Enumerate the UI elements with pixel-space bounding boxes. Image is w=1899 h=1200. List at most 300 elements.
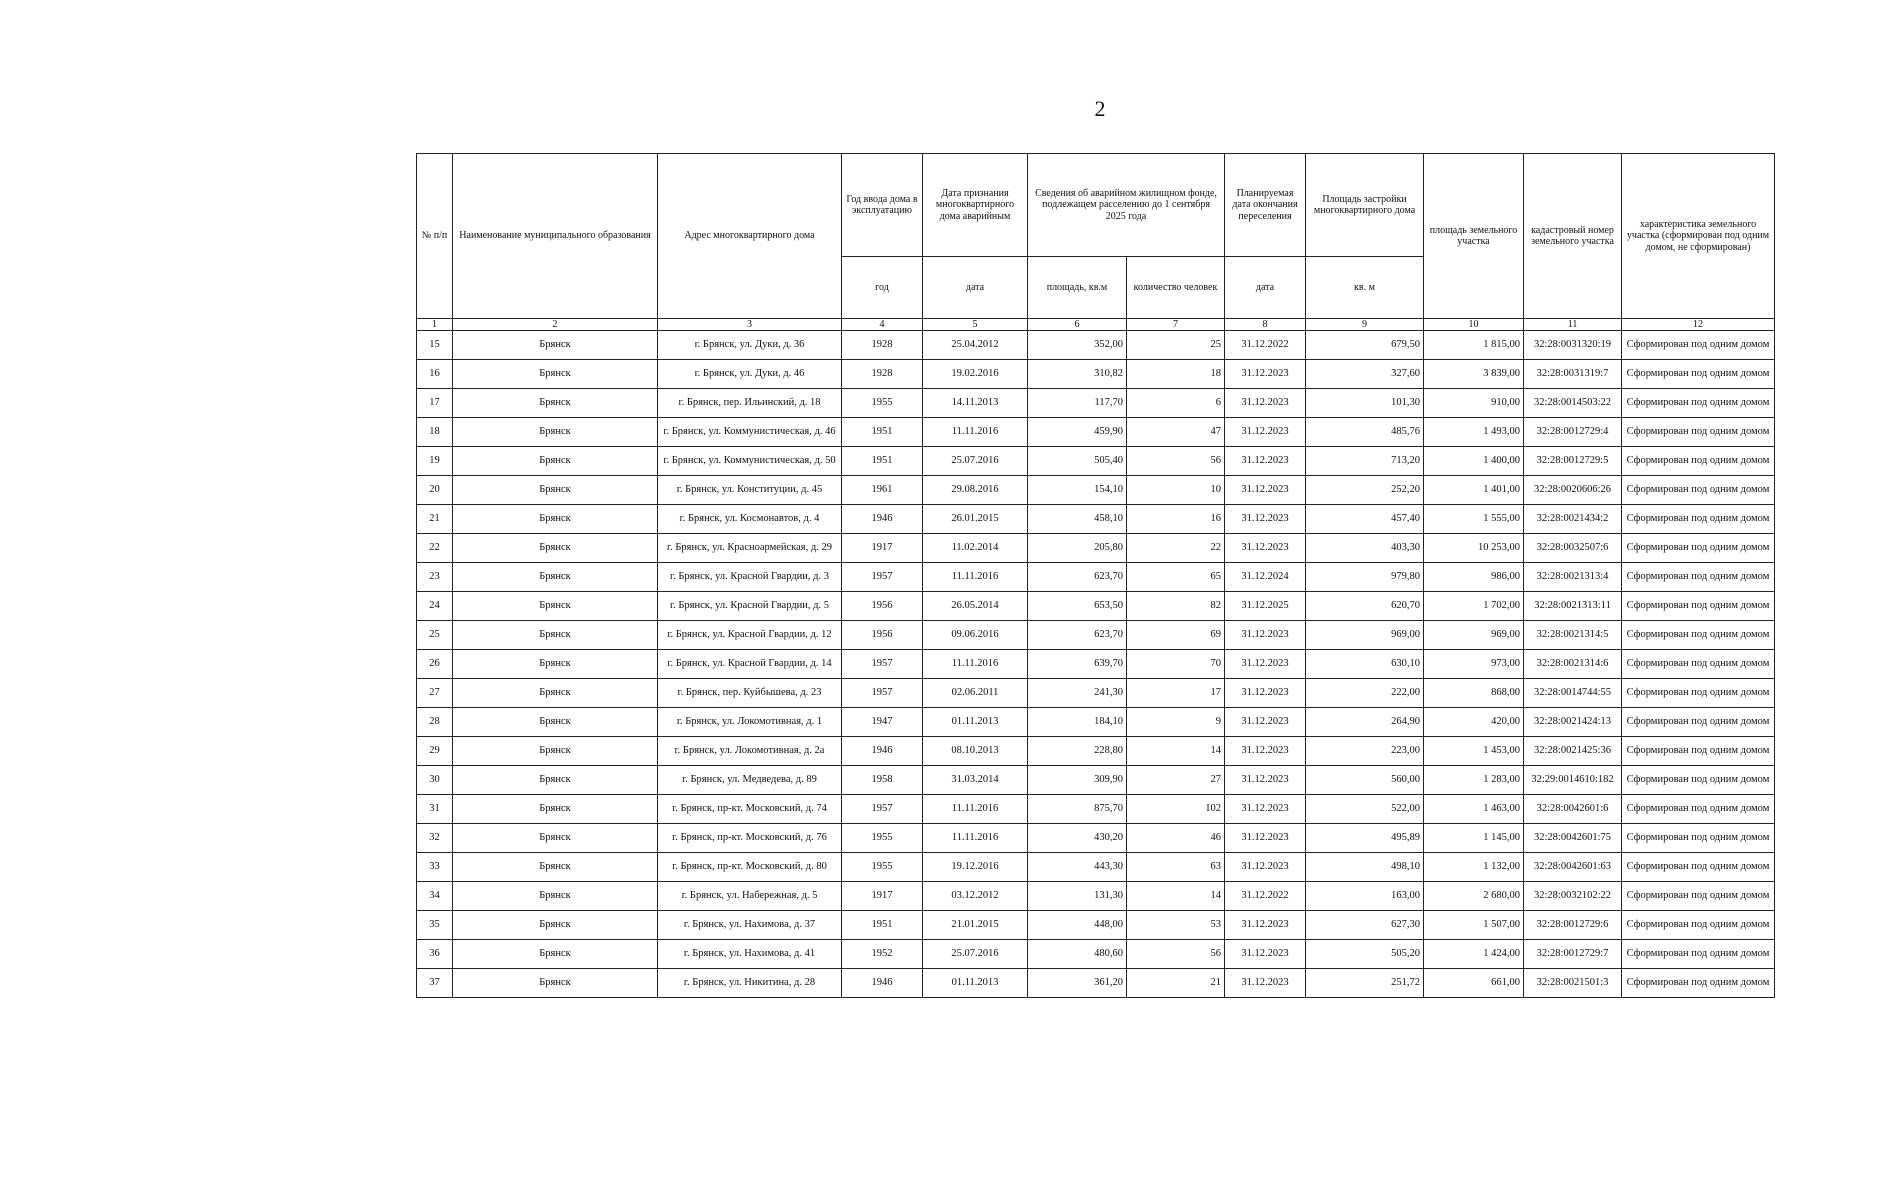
characteristic-cell: Сформирован под одним домом: [1622, 969, 1775, 998]
planned-date-cell: 31.12.2023: [1225, 737, 1306, 766]
year-cell: 1955: [842, 824, 923, 853]
emergency-date-cell: 09.06.2016: [923, 621, 1028, 650]
building-area-cell: 163,00: [1306, 882, 1424, 911]
row-number: 22: [417, 534, 453, 563]
subheader-plan-date: дата: [1225, 257, 1306, 319]
emergency-date-cell: 25.07.2016: [923, 940, 1028, 969]
year-cell: 1951: [842, 911, 923, 940]
people-cell: 21: [1127, 969, 1225, 998]
building-area-cell: 979,80: [1306, 563, 1424, 592]
address-cell: г. Брянск, ул. Коммунистическая, д. 46: [658, 418, 842, 447]
row-number: 32: [417, 824, 453, 853]
table-row: [417, 940, 1775, 969]
table-row: [417, 766, 1775, 795]
col-number: 6: [1028, 319, 1127, 331]
land-area-cell: 1 401,00: [1424, 476, 1524, 505]
row-number: 31: [417, 795, 453, 824]
characteristic-cell: Сформирован под одним домом: [1622, 940, 1775, 969]
land-area-cell: 973,00: [1424, 650, 1524, 679]
planned-date-cell: 31.12.2023: [1225, 940, 1306, 969]
row-number: 33: [417, 853, 453, 882]
cadastral-cell: 32:28:0012729:4: [1524, 418, 1622, 447]
planned-date-cell: 31.12.2023: [1225, 505, 1306, 534]
land-area-cell: 910,00: [1424, 389, 1524, 418]
area-cell: 228,80: [1028, 737, 1127, 766]
cadastral-cell: 32:28:0012729:5: [1524, 447, 1622, 476]
building-area-cell: 251,72: [1306, 969, 1424, 998]
area-cell: 430,20: [1028, 824, 1127, 853]
area-cell: 623,70: [1028, 621, 1127, 650]
characteristic-cell: Сформирован под одним домом: [1622, 911, 1775, 940]
emergency-date-cell: 03.12.2012: [923, 882, 1028, 911]
address-cell: г. Брянск, пр-кт. Московский, д. 76: [658, 824, 842, 853]
municipality-cell: Брянск: [453, 331, 658, 360]
planned-date-cell: 31.12.2023: [1225, 795, 1306, 824]
land-area-cell: 1 283,00: [1424, 766, 1524, 795]
emergency-date-cell: 31.03.2014: [923, 766, 1028, 795]
col-number: 11: [1524, 319, 1622, 331]
municipality-cell: Брянск: [453, 476, 658, 505]
people-cell: 10: [1127, 476, 1225, 505]
area-cell: 241,30: [1028, 679, 1127, 708]
cadastral-cell: 32:28:0021434:2: [1524, 505, 1622, 534]
area-cell: 505,40: [1028, 447, 1127, 476]
address-cell: г. Брянск, ул. Медведева, д. 89: [658, 766, 842, 795]
table-row: [417, 679, 1775, 708]
planned-date-cell: 31.12.2023: [1225, 534, 1306, 563]
row-number: 37: [417, 969, 453, 998]
row-number: 24: [417, 592, 453, 621]
planned-date-cell: 31.12.2023: [1225, 360, 1306, 389]
emergency-date-cell: 26.01.2015: [923, 505, 1028, 534]
people-cell: 65: [1127, 563, 1225, 592]
cadastral-cell: 32:28:0031320:19: [1524, 331, 1622, 360]
row-number: 34: [417, 882, 453, 911]
table-row: [417, 795, 1775, 824]
building-area-cell: 222,00: [1306, 679, 1424, 708]
cadastral-cell: 32:28:0042601:75: [1524, 824, 1622, 853]
planned-date-cell: 31.12.2022: [1225, 882, 1306, 911]
planned-date-cell: 31.12.2023: [1225, 476, 1306, 505]
address-cell: г. Брянск, пр-кт. Московский, д. 74: [658, 795, 842, 824]
building-area-cell: 327,60: [1306, 360, 1424, 389]
municipality-cell: Брянск: [453, 418, 658, 447]
header-municipality: Наименование муниципального образования: [453, 154, 658, 319]
col-number: 3: [658, 319, 842, 331]
row-number: 25: [417, 621, 453, 650]
area-cell: 459,90: [1028, 418, 1127, 447]
area-cell: 875,70: [1028, 795, 1127, 824]
municipality-cell: Брянск: [453, 940, 658, 969]
table-row: [417, 476, 1775, 505]
address-cell: г. Брянск, ул. Красной Гвардии, д. 14: [658, 650, 842, 679]
land-area-cell: 10 253,00: [1424, 534, 1524, 563]
people-cell: 22: [1127, 534, 1225, 563]
people-cell: 53: [1127, 911, 1225, 940]
emergency-date-cell: 21.01.2015: [923, 911, 1028, 940]
planned-date-cell: 31.12.2023: [1225, 389, 1306, 418]
cadastral-cell: 32:28:0032507:6: [1524, 534, 1622, 563]
address-cell: г. Брянск, ул. Никитина, д. 28: [658, 969, 842, 998]
cadastral-cell: 32:28:0042601:63: [1524, 853, 1622, 882]
land-area-cell: 1 132,00: [1424, 853, 1524, 882]
emergency-date-cell: 01.11.2013: [923, 708, 1028, 737]
building-area-cell: 627,30: [1306, 911, 1424, 940]
people-cell: 63: [1127, 853, 1225, 882]
area-cell: 448,00: [1028, 911, 1127, 940]
people-cell: 16: [1127, 505, 1225, 534]
table-row: [417, 882, 1775, 911]
land-area-cell: 1 493,00: [1424, 418, 1524, 447]
year-cell: 1957: [842, 563, 923, 592]
emergency-date-cell: 01.11.2013: [923, 969, 1028, 998]
characteristic-cell: Сформирован под одним домом: [1622, 708, 1775, 737]
emergency-date-cell: 02.06.2011: [923, 679, 1028, 708]
address-cell: г. Брянск, ул. Коммунистическая, д. 50: [658, 447, 842, 476]
characteristic-cell: Сформирован под одним домом: [1622, 824, 1775, 853]
emergency-date-cell: 26.05.2014: [923, 592, 1028, 621]
emergency-date-cell: 25.07.2016: [923, 447, 1028, 476]
land-area-cell: 868,00: [1424, 679, 1524, 708]
year-cell: 1928: [842, 331, 923, 360]
area-cell: 480,60: [1028, 940, 1127, 969]
address-cell: г. Брянск, пр-кт. Московский, д. 80: [658, 853, 842, 882]
characteristic-cell: Сформирован под одним домом: [1622, 534, 1775, 563]
area-cell: 653,50: [1028, 592, 1127, 621]
emergency-date-cell: 11.11.2016: [923, 650, 1028, 679]
address-cell: г. Брянск, ул. Красной Гвардии, д. 3: [658, 563, 842, 592]
municipality-cell: Брянск: [453, 447, 658, 476]
cadastral-cell: 32:28:0032102:22: [1524, 882, 1622, 911]
area-cell: 309,90: [1028, 766, 1127, 795]
land-area-cell: 1 815,00: [1424, 331, 1524, 360]
address-cell: г. Брянск, пер. Куйбышева, д. 23: [658, 679, 842, 708]
table-body: [417, 331, 1775, 998]
people-cell: 25: [1127, 331, 1225, 360]
building-area-cell: 560,00: [1306, 766, 1424, 795]
address-cell: г. Брянск, ул. Космонавтов, д. 4: [658, 505, 842, 534]
people-cell: 46: [1127, 824, 1225, 853]
page-number: 2: [1094, 96, 1106, 121]
col-number: 4: [842, 319, 923, 331]
cadastral-cell: 32:28:0014503:22: [1524, 389, 1622, 418]
table-row: [417, 447, 1775, 476]
year-cell: 1961: [842, 476, 923, 505]
table-row: [417, 505, 1775, 534]
table-row: [417, 824, 1775, 853]
subheader-area: площадь, кв.м: [1028, 257, 1127, 319]
building-area-cell: 679,50: [1306, 331, 1424, 360]
header-date-emergency: Дата признания многоквартирного дома аварийным: [923, 154, 1028, 257]
building-area-cell: 498,10: [1306, 853, 1424, 882]
address-cell: г. Брянск, ул. Дуки, д. 46: [658, 360, 842, 389]
row-number: 29: [417, 737, 453, 766]
table-row: [417, 592, 1775, 621]
cadastral-cell: 32:28:0021501:3: [1524, 969, 1622, 998]
year-cell: 1946: [842, 969, 923, 998]
building-area-cell: 101,30: [1306, 389, 1424, 418]
characteristic-cell: Сформирован под одним домом: [1622, 766, 1775, 795]
land-area-cell: 661,00: [1424, 969, 1524, 998]
municipality-cell: Брянск: [453, 534, 658, 563]
planned-date-cell: 31.12.2023: [1225, 911, 1306, 940]
table-row: [417, 650, 1775, 679]
emergency-date-cell: 19.12.2016: [923, 853, 1028, 882]
characteristic-cell: Сформирован под одним домом: [1622, 331, 1775, 360]
characteristic-cell: Сформирован под одним домом: [1622, 418, 1775, 447]
emergency-date-cell: 11.11.2016: [923, 824, 1028, 853]
table-row: [417, 969, 1775, 998]
people-cell: 14: [1127, 882, 1225, 911]
emergency-date-cell: 11.11.2016: [923, 795, 1028, 824]
subheader-date: дата: [923, 257, 1028, 319]
table-row: [417, 563, 1775, 592]
cadastral-cell: 32:28:0021313:4: [1524, 563, 1622, 592]
address-cell: г. Брянск, ул. Нахимова, д. 37: [658, 911, 842, 940]
row-number: 26: [417, 650, 453, 679]
people-cell: 6: [1127, 389, 1225, 418]
address-cell: г. Брянск, ул. Дуки, д. 36: [658, 331, 842, 360]
people-cell: 18: [1127, 360, 1225, 389]
row-number: 28: [417, 708, 453, 737]
building-area-cell: 403,30: [1306, 534, 1424, 563]
land-area-cell: 1 555,00: [1424, 505, 1524, 534]
year-cell: 1946: [842, 737, 923, 766]
subheader-people: количество человек: [1127, 257, 1225, 319]
people-cell: 56: [1127, 447, 1225, 476]
characteristic-cell: Сформирован под одним домом: [1622, 447, 1775, 476]
building-area-cell: 223,00: [1306, 737, 1424, 766]
emergency-date-cell: 08.10.2013: [923, 737, 1028, 766]
planned-date-cell: 31.12.2023: [1225, 418, 1306, 447]
year-cell: 1957: [842, 679, 923, 708]
planned-date-cell: 31.12.2023: [1225, 650, 1306, 679]
year-cell: 1928: [842, 360, 923, 389]
municipality-cell: Брянск: [453, 737, 658, 766]
area-cell: 623,70: [1028, 563, 1127, 592]
cadastral-cell: 32:28:0021424:13: [1524, 708, 1622, 737]
land-area-cell: 2 680,00: [1424, 882, 1524, 911]
table-row: [417, 360, 1775, 389]
address-cell: г. Брянск, ул. Нахимова, д. 41: [658, 940, 842, 969]
address-cell: г. Брянск, ул. Красной Гвардии, д. 12: [658, 621, 842, 650]
emergency-date-cell: 29.08.2016: [923, 476, 1028, 505]
characteristic-cell: Сформирован под одним домом: [1622, 795, 1775, 824]
area-cell: 184,10: [1028, 708, 1127, 737]
land-area-cell: 1 507,00: [1424, 911, 1524, 940]
header-land-area: площадь земельного участка: [1424, 154, 1524, 319]
people-cell: 27: [1127, 766, 1225, 795]
address-cell: г. Брянск, ул. Красной Гвардии, д. 5: [658, 592, 842, 621]
planned-date-cell: 31.12.2025: [1225, 592, 1306, 621]
building-area-cell: 713,20: [1306, 447, 1424, 476]
header-address: Адрес многоквартирного дома: [658, 154, 842, 319]
cadastral-cell: 32:28:0031319:7: [1524, 360, 1622, 389]
land-area-cell: 969,00: [1424, 621, 1524, 650]
cadastral-cell: 32:28:0014744:55: [1524, 679, 1622, 708]
municipality-cell: Брянск: [453, 853, 658, 882]
year-cell: 1947: [842, 708, 923, 737]
building-area-cell: 457,40: [1306, 505, 1424, 534]
people-cell: 102: [1127, 795, 1225, 824]
year-cell: 1958: [842, 766, 923, 795]
building-area-cell: 264,90: [1306, 708, 1424, 737]
municipality-cell: Брянск: [453, 708, 658, 737]
table-row: [417, 621, 1775, 650]
area-cell: 458,10: [1028, 505, 1127, 534]
municipality-cell: Брянск: [453, 766, 658, 795]
subheader-sqm: кв. м: [1306, 257, 1424, 319]
cadastral-cell: 32:28:0012729:6: [1524, 911, 1622, 940]
table-row: [417, 708, 1775, 737]
year-cell: 1946: [842, 505, 923, 534]
column-number-row: [417, 319, 1775, 331]
municipality-cell: Брянск: [453, 911, 658, 940]
address-cell: г. Брянск, ул. Локомотивная, д. 1: [658, 708, 842, 737]
emergency-date-cell: 19.02.2016: [923, 360, 1028, 389]
header-year-commission: Год ввода дома в эксплуатацию: [842, 154, 923, 257]
land-area-cell: 1 453,00: [1424, 737, 1524, 766]
municipality-cell: Брянск: [453, 795, 658, 824]
year-cell: 1951: [842, 418, 923, 447]
people-cell: 17: [1127, 679, 1225, 708]
address-cell: г. Брянск, ул. Локомотивная, д. 2а: [658, 737, 842, 766]
municipality-cell: Брянск: [453, 505, 658, 534]
emergency-date-cell: 14.11.2013: [923, 389, 1028, 418]
people-cell: 9: [1127, 708, 1225, 737]
year-cell: 1952: [842, 940, 923, 969]
characteristic-cell: Сформирован под одним домом: [1622, 853, 1775, 882]
year-cell: 1957: [842, 795, 923, 824]
year-cell: 1951: [842, 447, 923, 476]
header-land-characteristic: характеристика земельного участка (сформирован под одним домом, не сформирован): [1622, 154, 1775, 319]
col-number: 1: [417, 319, 453, 331]
building-area-cell: 522,00: [1306, 795, 1424, 824]
land-area-cell: 3 839,00: [1424, 360, 1524, 389]
header-building-area: Площадь застройки многоквартирного дома: [1306, 154, 1424, 257]
characteristic-cell: Сформирован под одним домом: [1622, 505, 1775, 534]
row-number: 36: [417, 940, 453, 969]
col-number: 12: [1622, 319, 1775, 331]
subheader-year: год: [842, 257, 923, 319]
table-row: [417, 534, 1775, 563]
building-area-cell: 969,00: [1306, 621, 1424, 650]
area-cell: 205,80: [1028, 534, 1127, 563]
row-number: 20: [417, 476, 453, 505]
table-row: [417, 389, 1775, 418]
year-cell: 1917: [842, 882, 923, 911]
municipality-cell: Брянск: [453, 679, 658, 708]
row-number: 16: [417, 360, 453, 389]
row-number: 35: [417, 911, 453, 940]
col-number: 2: [453, 319, 658, 331]
building-area-cell: 630,10: [1306, 650, 1424, 679]
characteristic-cell: Сформирован под одним домом: [1622, 592, 1775, 621]
area-cell: 131,30: [1028, 882, 1127, 911]
planned-date-cell: 31.12.2023: [1225, 969, 1306, 998]
col-number: 5: [923, 319, 1028, 331]
people-cell: 82: [1127, 592, 1225, 621]
cadastral-cell: 32:29:0014610:182: [1524, 766, 1622, 795]
area-cell: 154,10: [1028, 476, 1127, 505]
row-number: 17: [417, 389, 453, 418]
land-area-cell: 1 424,00: [1424, 940, 1524, 969]
characteristic-cell: Сформирован под одним домом: [1622, 737, 1775, 766]
planned-date-cell: 31.12.2023: [1225, 708, 1306, 737]
row-number: 27: [417, 679, 453, 708]
characteristic-cell: Сформирован под одним домом: [1622, 679, 1775, 708]
characteristic-cell: Сформирован под одним домом: [1622, 621, 1775, 650]
emergency-date-cell: 25.04.2012: [923, 331, 1028, 360]
municipality-cell: Брянск: [453, 563, 658, 592]
row-number: 30: [417, 766, 453, 795]
characteristic-cell: Сформирован под одним домом: [1622, 882, 1775, 911]
municipality-cell: Брянск: [453, 969, 658, 998]
people-cell: 69: [1127, 621, 1225, 650]
row-number: 15: [417, 331, 453, 360]
municipality-cell: Брянск: [453, 389, 658, 418]
characteristic-cell: Сформирован под одним домом: [1622, 563, 1775, 592]
municipality-cell: Брянск: [453, 882, 658, 911]
characteristic-cell: Сформирован под одним домом: [1622, 650, 1775, 679]
table-row: [417, 853, 1775, 882]
characteristic-cell: Сформирован под одним домом: [1622, 389, 1775, 418]
area-cell: 352,00: [1028, 331, 1127, 360]
year-cell: 1955: [842, 389, 923, 418]
header-emergency-fund: Сведения об аварийном жилищном фонде, подлежащем расселению до 1 сентября 2025 года: [1028, 154, 1225, 257]
row-number: 19: [417, 447, 453, 476]
area-cell: 443,30: [1028, 853, 1127, 882]
row-number: 23: [417, 563, 453, 592]
address-cell: г. Брянск, ул. Конституции, д. 45: [658, 476, 842, 505]
address-cell: г. Брянск, ул. Красноармейская, д. 29: [658, 534, 842, 563]
land-area-cell: 1 400,00: [1424, 447, 1524, 476]
planned-date-cell: 31.12.2023: [1225, 621, 1306, 650]
cadastral-cell: 32:28:0021425:36: [1524, 737, 1622, 766]
year-cell: 1917: [842, 534, 923, 563]
cadastral-cell: 32:28:0042601:6: [1524, 795, 1622, 824]
year-cell: 1957: [842, 650, 923, 679]
planned-date-cell: 31.12.2023: [1225, 853, 1306, 882]
area-cell: 310,82: [1028, 360, 1127, 389]
planned-date-cell: 31.12.2024: [1225, 563, 1306, 592]
col-number: 8: [1225, 319, 1306, 331]
address-cell: г. Брянск, пер. Ильинский, д. 18: [658, 389, 842, 418]
people-cell: 14: [1127, 737, 1225, 766]
cadastral-cell: 32:28:0021313:11: [1524, 592, 1622, 621]
area-cell: 639,70: [1028, 650, 1127, 679]
area-cell: 117,70: [1028, 389, 1127, 418]
table-row: [417, 911, 1775, 940]
municipality-cell: Брянск: [453, 592, 658, 621]
municipality-cell: Брянск: [453, 824, 658, 853]
municipality-cell: Брянск: [453, 621, 658, 650]
row-number: 21: [417, 505, 453, 534]
emergency-date-cell: 11.11.2016: [923, 563, 1028, 592]
planned-date-cell: 31.12.2023: [1225, 766, 1306, 795]
people-cell: 47: [1127, 418, 1225, 447]
building-area-cell: 620,70: [1306, 592, 1424, 621]
people-cell: 70: [1127, 650, 1225, 679]
table-header: [417, 154, 1775, 331]
year-cell: 1955: [842, 853, 923, 882]
characteristic-cell: Сформирован под одним домом: [1622, 476, 1775, 505]
header-cadastral: кадастровый номер земельного участка: [1524, 154, 1622, 319]
land-area-cell: 420,00: [1424, 708, 1524, 737]
land-area-cell: 986,00: [1424, 563, 1524, 592]
planned-date-cell: 31.12.2023: [1225, 679, 1306, 708]
municipality-cell: Брянск: [453, 360, 658, 389]
